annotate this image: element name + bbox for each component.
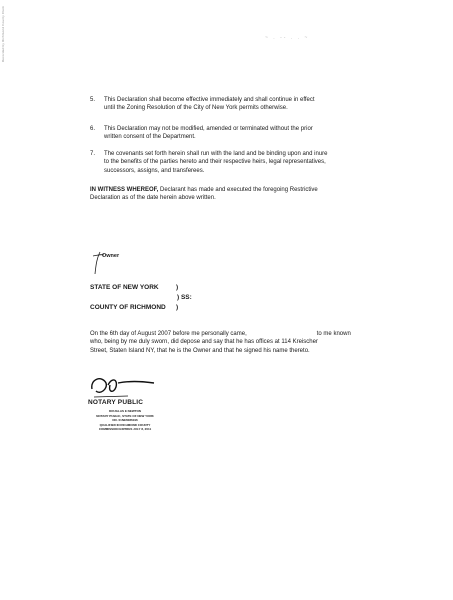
witness-rest: Declarant has made and executed the foregoing Restrictive (158, 187, 318, 193)
paragraph-line: to the benefits of the parties hereto and their respective heirs, legal representatives, (104, 159, 326, 166)
stamp-line: DOUGLAS E NEWTON (109, 409, 141, 413)
venue-state-paren: ) (176, 284, 179, 291)
witness-clause (90, 186, 390, 203)
ack-line1b: to me known (316, 331, 351, 337)
acknowledgment (90, 330, 390, 355)
owner-label: Owner (102, 253, 120, 259)
stamp-line: COMMISSION EXPIRES JULY 8, 2011 (98, 427, 152, 431)
notary-stamp (80, 409, 170, 432)
ack-line1a: On the 6th day of August 2007 before me personally came, (90, 331, 247, 337)
margin-recording-mark: Recorded by Richmond County Clerk (1, 6, 5, 63)
paragraph-line: until the Zoning Resolution of the City of New York permits otherwise. (104, 105, 288, 112)
witness-line2: Declaration as of the date herein above written. (90, 195, 216, 202)
venue-county-paren: ) (176, 304, 179, 311)
paragraph-6 (90, 125, 380, 142)
stamp-line: QUALIFIED IN RICHMOND COUNTY (99, 422, 151, 427)
paragraph-line: The covenants set forth herein shall run with the land and be binding upon and inure (104, 151, 328, 157)
venue-state: STATE OF NEW YORK (90, 284, 159, 291)
notary-title: NOTARY PUBLIC (88, 399, 144, 406)
venue-ss: ) SS: (177, 294, 192, 301)
witness-bold: IN WITNESS WHEREOF, (90, 187, 159, 193)
paragraph-line: written consent of the Department. (104, 134, 196, 141)
paragraph-number: 6. (90, 126, 96, 132)
paragraph-line: successors, assigns, and transferees. (104, 167, 205, 174)
stamp-line: NOTARY PUBLIC, STATE OF NEW YORK (96, 413, 154, 418)
venue-county: COUNTY OF RICHMOND (90, 304, 166, 311)
paragraph-5 (90, 96, 380, 113)
paragraph-number: 5. (90, 97, 96, 103)
ack-line2: who, being by me duly sworn, did depose and say that he has offices at 114 Kreischer (90, 339, 318, 346)
header-smudge: ~ . -- . . ~ (265, 35, 310, 41)
stamp-line: NO. 01NE6086196 (112, 418, 138, 422)
paragraph-line: This Declaration shall become effective immediately and shall continue in effect (104, 97, 315, 103)
notary-signature (88, 371, 158, 401)
paragraph-7 (90, 150, 380, 175)
paragraph-number: 7. (90, 151, 96, 157)
ack-line3: Street, Staten Island NY, that he is the Owner and that he signed his name thereto. (90, 347, 310, 354)
paragraph-line: This Declaration may not be modified, amended or terminated without the prior (104, 126, 313, 132)
